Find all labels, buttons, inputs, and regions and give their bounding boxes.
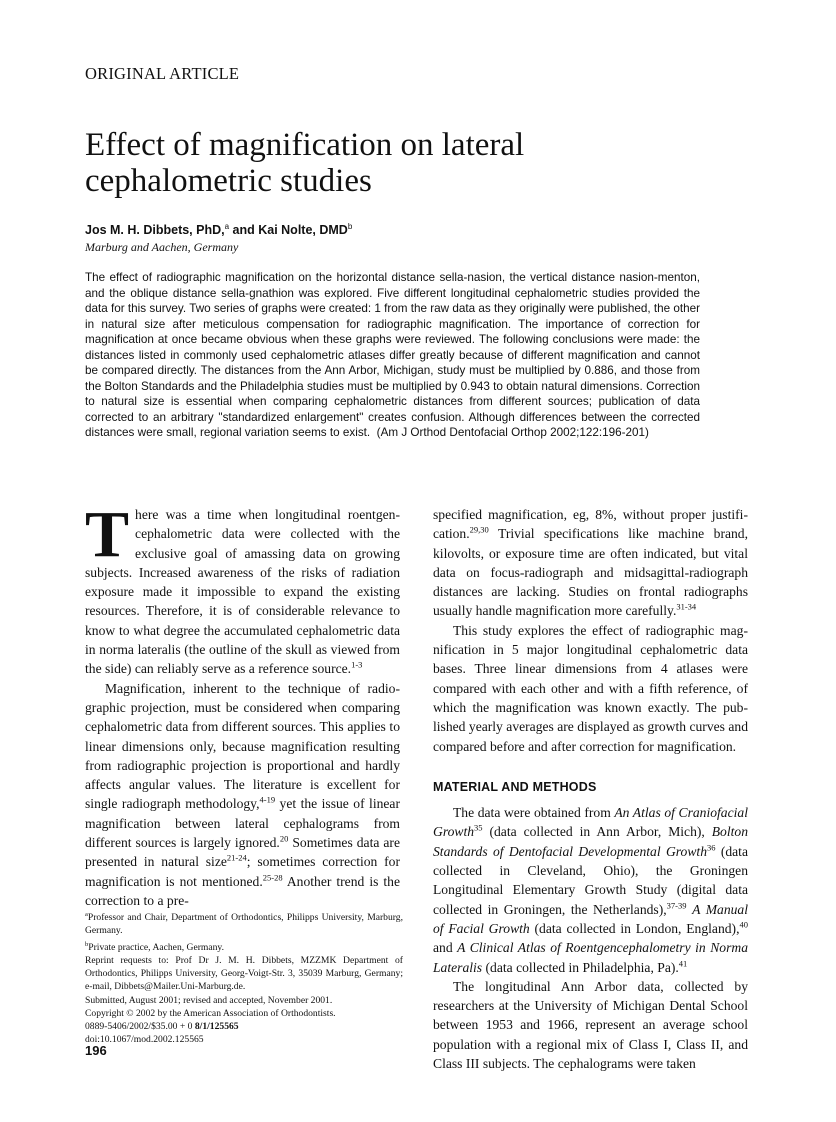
text-run: doi:10.1067/mod.2002.125565 <box>85 1034 204 1046</box>
text-run: Submitted, August 2001; revised and accepted, November 2001. <box>85 994 333 1006</box>
abstract-text: The effect of radiographic magnification on the horizontal distance sella-nasion, the vertical distance nasion-menton, and the oblique distance sella-gnathion was explored. Five different longitudinal cephalometric studies provided the data for this survey. Two series of graphs were created: 1 from the raw data as they originally were published, the other in natural size after meticulous compensation for radiographic magnification. The importance of correction for magnification at once became obvious when these graphs were reviewed. The following conclusions were made: the distances listed in commonly used cephalometric atlases differ greatly because of different magnification and cannot be compared directly. The distances from the Ann Arbor, Michigan, study must be multiplied by 0.886, and those from the Bolton Standards and the Philadelphia studies must be multiplied by 0.943 to obtain natural dimensions. Correction to natural size is essential when comparing cephalometric distances from different sources; publication of data corrected to an arbitrary "standardized enlargement" creates confusion. Although differences between the corrected distances were small, regional variation seems to exist. <box>85 271 700 439</box>
reference-superscript: 1-3 <box>351 659 363 670</box>
author-affiliation-mark: b <box>347 222 353 231</box>
journal-citation: (Am J Orthod Dentofacial Orthop 2002;122:196-201) <box>376 426 649 439</box>
author-affiliation-mark: a <box>224 222 230 231</box>
section-label: ORIGINAL ARTICLE <box>85 64 240 83</box>
author-name: Jos M. H. Dibbets, PhD, <box>85 223 225 238</box>
text-run: ; sometimes correction for magnification is not mentioned. <box>85 854 400 889</box>
author-name: and Kai Nolte, DMD <box>229 223 348 238</box>
text-run: (data collected in Ann Arbor, Mich), <box>482 824 712 840</box>
text-run: Professor and Chair, Department of Orthodontics, Philipps University, Marburg, Germany. <box>85 912 403 937</box>
text-run: Copyright © 2002 by the American Association of Orthodontists. <box>85 1007 336 1019</box>
drop-cap: T <box>85 498 130 571</box>
text-run: The longitudinal Ann Arbor data, collected by researchers at the University of Michigan Dental School between 1953 and 1966, represent an average school population with a regional mix of Class I, Class II, and Class III subjects. The cephalograms were taken <box>433 978 748 1072</box>
text-run: Private practice, Aachen, Germany. <box>88 941 225 953</box>
text-run: Another trend is the correction to a pre- <box>85 873 400 908</box>
reference-superscript: 25-28 <box>262 872 283 883</box>
footnote <box>85 908 403 938</box>
reference-superscript: 4-19 <box>259 794 276 805</box>
text-run: This study explores the effect of radiographic magnification in 5 major longitudinal cephalometric data bases. Three linear dimensions from 4 atlases were compared with each other and with a fifth reference, of which the magnification was known exactly. The published yearly averages are displayed as growth curves and compared before and after correction for magnification. <box>433 622 748 754</box>
text-run: here was a time when longitudinal roentgen-cephalometric data were collected with the exclusive goal of amassing data on growing subjects. Increased awareness of the risks of radiation exposure made it impossible to expand the existing resources. Therefore, it is of considerable relevance to know to what degree the accumulated cephalometric data in norma lateralis (the outline of the skull as viewed from the side) can reliably serve as a reference source. <box>85 507 400 677</box>
reference-superscript: 20 <box>279 833 289 844</box>
body-paragraph <box>433 803 748 977</box>
footnote <box>85 954 403 994</box>
text-run: 0889-5406/2002/$35.00 + 0 <box>85 1021 195 1032</box>
footnote <box>85 1033 403 1046</box>
body-paragraph <box>433 621 748 756</box>
left-column <box>85 498 400 910</box>
footnotes <box>85 908 403 1046</box>
text-run: Sometimes data are presented in natural size <box>85 835 400 870</box>
text-run: and <box>433 940 458 956</box>
text-run: Magnification, inherent to the technique of radiographic projection, must be considered when comparing cephalometric data from different sources. This applies to linear dimensions only, because magnification resulting from radiographic projection is proportional and hardly affects angular values. The literature is excellent for single radiograph methodology, <box>85 680 400 812</box>
body-paragraph <box>433 977 748 1073</box>
reference-superscript: 37-39 <box>666 900 687 911</box>
text-run: Trivial specifications like machine brand, kilovolts, or exposure time are often indicated, but vital data on focus-radiograph and midsagittal-radiograph distances are lacking. Studies on frontal radiographs usually handle magnification more carefully. <box>433 526 748 619</box>
text-run: (data collected in Philadelphia, Pa). <box>482 959 679 975</box>
abstract <box>85 270 700 441</box>
page-number: 196 <box>85 1043 107 1058</box>
author-list <box>85 222 352 237</box>
text-run: yet the issue of linear magnification between lateral cephalograms from different sources is largely ignored. <box>85 796 400 851</box>
book-title: A Manual of Facial Growth <box>433 901 748 936</box>
footnote <box>85 1020 403 1033</box>
book-title: An Atlas of Craniofacial Growth <box>433 805 748 840</box>
book-title: A Clinical Atlas of Roentgencephalometry in Norma Lateralis <box>433 940 748 975</box>
reference-superscript: b <box>85 940 89 948</box>
footnote <box>85 994 403 1007</box>
text-run: The data were obtained from <box>453 805 615 821</box>
text-run: (data collected in Cleveland, Ohio), the Groningen Longitudinal Elementary Growth Study (digital data collected in Groningen, the Netherlands), <box>433 843 748 917</box>
section-heading: MATERIAL AND METHODS <box>433 779 597 794</box>
text-run: Reprint requests to: Prof Dr J. M. H. Dibbets, MZZMK Department of Orthodontics, Philipps University, Georg-Voigt-Str. 3, 35039 Marburg, Germany; e-mail, Dibbets@Mailer.Uni-Marburg.de. <box>85 954 403 993</box>
author-affiliation: Marburg and Aachen, Germany <box>85 240 239 254</box>
text-run: specified magnification, eg, 8%, without proper justification. <box>433 507 748 542</box>
right-column <box>433 505 748 1073</box>
book-title: Bolton Standards of Dentofacial Developmental Growth <box>433 824 748 859</box>
reference-superscript: 31-34 <box>676 601 697 612</box>
text-bold: 8/1/125565 <box>194 1021 239 1032</box>
reference-superscript: 40 <box>739 919 748 930</box>
reference-superscript: 29,30 <box>469 524 489 535</box>
footnote <box>85 938 403 954</box>
reference-superscript: 35 <box>474 822 483 833</box>
footnote <box>85 1007 403 1020</box>
reference-superscript: 41 <box>678 958 688 968</box>
article-title: Effect of magnification on lateral cephalometric studies <box>85 127 525 199</box>
reference-superscript: a <box>85 911 88 918</box>
body-paragraph <box>85 679 400 911</box>
body-paragraph <box>85 498 400 679</box>
reference-superscript: 36 <box>707 842 716 853</box>
reference-superscript: 21-24 <box>226 852 247 863</box>
text-run: (data collected in London, England), <box>529 920 740 936</box>
body-paragraph <box>433 505 748 621</box>
